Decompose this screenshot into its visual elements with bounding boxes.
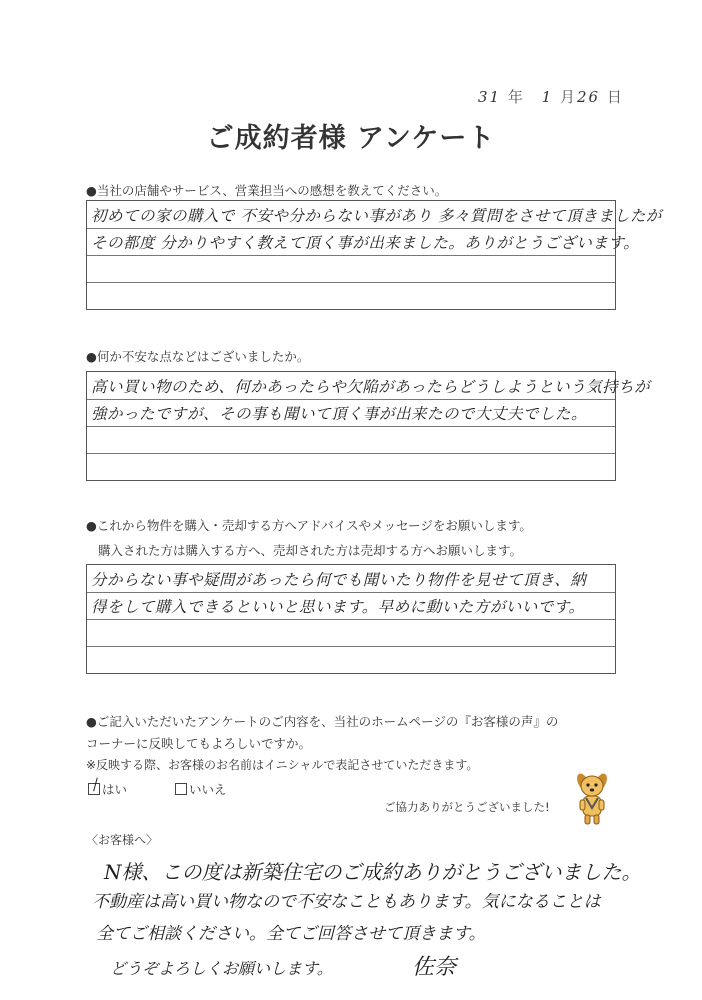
option-no[interactable] bbox=[175, 780, 227, 798]
answer-3-line-1: 分からない事や疑問があったら何でも聞いたり物件を見せて頂き、納 bbox=[91, 571, 587, 589]
date-year-value: 31 bbox=[478, 88, 502, 106]
answer-1-line-2: その都度 分かりやすく教えて頂く事が出来ました。ありがとうございます。 bbox=[91, 234, 640, 252]
question-1: ●当社の店舗やサービス、営業担当への感想を教えてください。 bbox=[86, 183, 448, 198]
date-month-value: 1 bbox=[541, 88, 554, 106]
question-4-line-2: コーナーに反映してもよろしいですか。 bbox=[86, 736, 312, 751]
date-year-label: 年 bbox=[507, 88, 525, 106]
signature: 佐奈 bbox=[412, 955, 457, 980]
question-3-line-2: 購入された方は購入する方へ、売却された方は売却する方へお願いします。 bbox=[98, 543, 523, 558]
date-day-label: 日 bbox=[606, 88, 624, 106]
privacy-note: ※反映する際、お客様のお名前はイニシャルで表記させていただきます。 bbox=[86, 758, 479, 772]
question-3-line-1: ●これから物件を購入・売却する方へアドバイスやメッセージをお願いします。 bbox=[86, 518, 532, 533]
question-2: ●何か不安な点などはございましたか。 bbox=[86, 349, 310, 364]
message-line-1: N様、この度は新築住宅のご成約ありがとうございました。 bbox=[104, 860, 642, 884]
thanks-text: ご協力ありがとうございました! bbox=[384, 800, 550, 814]
no-label: いいえ bbox=[189, 782, 227, 797]
answer-box-3 bbox=[86, 564, 616, 674]
page-title: ご成約者様 アンケート bbox=[206, 123, 496, 154]
answer-2-line-2: 強かったですが、その事も聞いて頂く事が出来たので大丈夫でした。 bbox=[91, 405, 588, 423]
answer-box-2 bbox=[86, 371, 651, 481]
answer-box-1 bbox=[86, 200, 662, 310]
message-line-3: 全てご相談ください。全てご回答させて頂きます。 bbox=[96, 924, 486, 944]
yes-label: はい bbox=[102, 782, 128, 797]
yes-checkbox[interactable] bbox=[88, 783, 100, 795]
dog-mascot-icon bbox=[568, 768, 616, 828]
answer-2-line-1: 高い買い物のため、何かあったらや欠陥があったらどうしようという気持ちが bbox=[91, 378, 651, 396]
answer-3-line-2: 得をして購入できるといいと思います。早めに動いた方がいいです。 bbox=[91, 598, 585, 616]
customer-label: 〈お客様へ〉 bbox=[86, 833, 159, 847]
date-month-label: 月 bbox=[560, 88, 578, 106]
no-checkbox[interactable] bbox=[175, 783, 187, 795]
question-4-line-1: ●ご記入いただいたアンケートのご内容を、当社のホームページの『お客様の声』の bbox=[86, 714, 559, 729]
message-line-4: どうぞよろしくお願いします。 bbox=[110, 959, 333, 978]
option-yes[interactable] bbox=[88, 780, 127, 798]
survey-date bbox=[478, 86, 624, 107]
answer-1-line-1: 初めての家の購入で 不安や分からない事があり 多々質問をさせて頂きましたが bbox=[91, 207, 662, 225]
date-day-value: 26 bbox=[577, 88, 601, 106]
message-line-2: 不動産は高い買い物なので不安なこともあります。気になることは bbox=[92, 892, 601, 912]
